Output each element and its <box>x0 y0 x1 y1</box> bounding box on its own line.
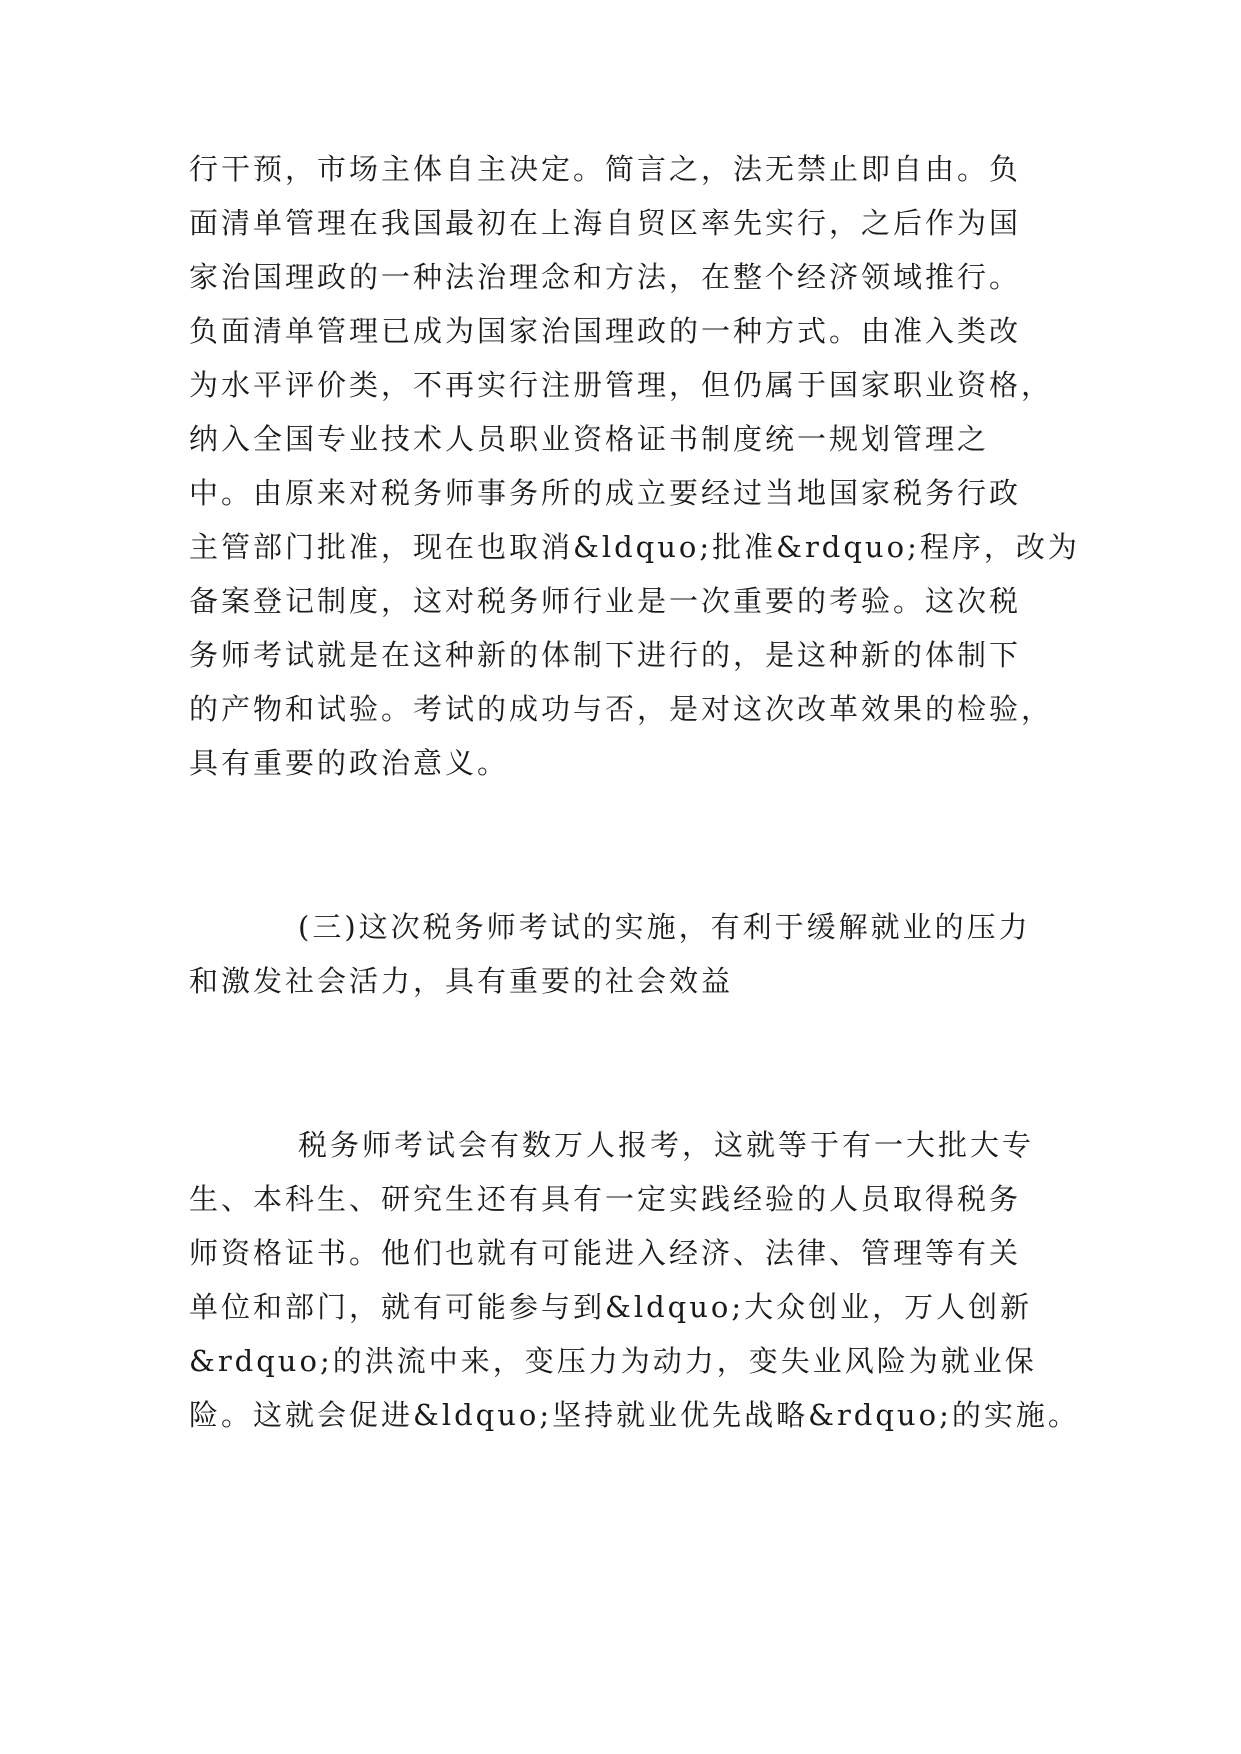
text-line: 行干预，市场主体自主决定。简言之，法无禁止即自由。负 <box>189 152 1022 186</box>
heading-line: (三)这次税务师考试的实施，有利于缓解就业的压力 <box>298 910 1031 944</box>
text-line: 纳入全国专业技术人员职业资格证书制度统一规划管理之 <box>189 422 990 456</box>
text-line: 为水平评价类，不再实行注册管理，但仍属于国家职业资格， <box>189 368 1054 402</box>
text-line: 的产物和试验。考试的成功与否，是对这次改革效果的检验， <box>189 692 1054 726</box>
text-line: 单位和部门，就有可能参与到&ldquo;大众创业，万人创新 <box>189 1290 1033 1324</box>
text-line: 具有重要的政治意义。 <box>189 746 510 780</box>
text-line: 主管部门批准，现在也取消&ldquo;批准&rdquo;程序，改为 <box>189 530 1080 564</box>
text-line: 面清单管理在我国最初在上海自贸区率先实行，之后作为国 <box>189 206 1022 240</box>
text-line: 负面清单管理已成为国家治国理政的一种方式。由准入类改 <box>189 314 1022 348</box>
text-line: 税务师考试会有数万人报考，这就等于有一大批大专 <box>298 1128 1035 1162</box>
heading-line: 和激发社会活力，具有重要的社会效益 <box>189 964 734 998</box>
text-line: 生、本科生、研究生还有具有一定实践经验的人员取得税务 <box>189 1182 1022 1216</box>
text-line: 务师考试就是在这种新的体制下进行的，是这种新的体制下 <box>189 638 1022 672</box>
text-line: 险。这就会促进&ldquo;坚持就业优先战略&rdquo;的实施。 <box>189 1398 1080 1432</box>
text-line: 师资格证书。他们也就有可能进入经济、法律、管理等有关 <box>189 1236 1022 1270</box>
text-line: 中。由原来对税务师事务所的成立要经过当地国家税务行政 <box>189 476 1022 510</box>
text-line: 家治国理政的一种法治理念和方法，在整个经济领域推行。 <box>189 260 1022 294</box>
text-line: &rdquo;的洪流中来，变压力为动力，变失业风险为就业保 <box>189 1344 1037 1378</box>
text-line: 备案登记制度，这对税务师行业是一次重要的考验。这次税 <box>189 584 1022 618</box>
